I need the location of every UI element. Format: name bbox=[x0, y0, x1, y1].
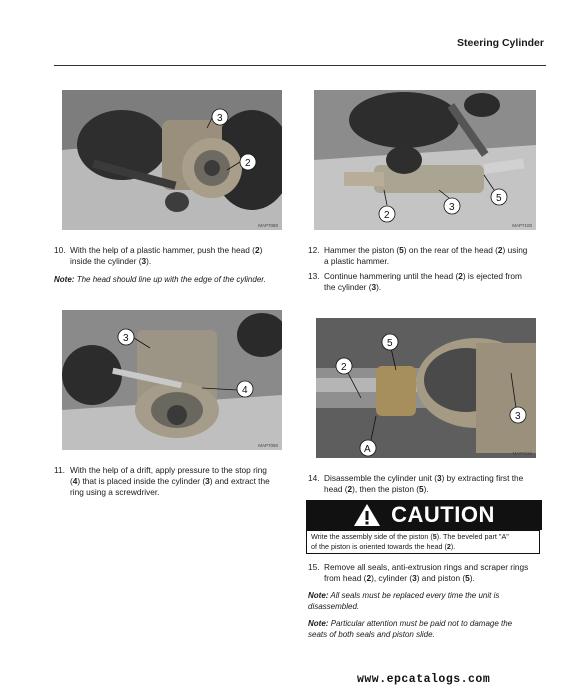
figure-3-callouts bbox=[62, 310, 282, 450]
step-11: 11. With the help of a drift, apply pressure to the stop ring (4) that is placed inside the cylinder (3) and extract the ring using a screwdriver. bbox=[54, 465, 270, 497]
step-13: 13. Continue hammering until the head (2) is ejected from the cylinder (3). bbox=[308, 271, 522, 292]
figure-3-callout-4: 4 bbox=[242, 385, 248, 396]
step-15: 15. Remove all seals, anti-extrusion rings and scraper rings from head (2), cylinder (3) and piston (5). bbox=[308, 562, 529, 583]
note-seats-damage: Note: Particular attention must be paid not to damage the seats of both seals and piston slide. bbox=[308, 619, 513, 639]
note-head-alignment: Note: The head should line up with the edge of the cylinder. bbox=[54, 275, 266, 284]
step-12: 12. Hammer the piston (5) on the rear of the head (2) using a plastic hammer. bbox=[308, 245, 528, 266]
figure-3-callout-3: 3 bbox=[123, 333, 129, 344]
warning-icon bbox=[353, 503, 381, 527]
step-10: 10. With the help of a plastic hammer, push the head (2) inside the cylinder (3). bbox=[54, 245, 263, 266]
figure-4-ref: MAP7110 bbox=[512, 451, 532, 456]
figure-1-ref: MAP7080 bbox=[258, 223, 278, 228]
figure-3-photo bbox=[62, 310, 282, 450]
figure-4-callouts bbox=[316, 318, 536, 458]
figure-1-callout-2: 2 bbox=[245, 158, 251, 169]
figure-2-callout-3: 3 bbox=[449, 202, 455, 213]
figure-2-callouts bbox=[314, 90, 536, 230]
note-seals-replace: Note: All seals must be replaced every time the unit is disassembled. bbox=[308, 591, 500, 611]
figure-3-ref: MAP7090 bbox=[258, 443, 278, 448]
step-14: 14. Disassemble the cylinder unit (3) by extracting first the head (2), then the piston (5). bbox=[308, 473, 524, 494]
figure-4-callout-5: 5 bbox=[387, 338, 393, 349]
caution-title: CAUTION bbox=[391, 502, 495, 527]
figure-4-photo bbox=[316, 318, 536, 458]
figure-1-callout-3: 3 bbox=[217, 113, 223, 124]
figure-1-callouts bbox=[62, 90, 282, 230]
figure-2-callout-5: 5 bbox=[496, 193, 502, 204]
caution-text: Write the assembly side of the piston (5). The beveled part "A" of the piston is oriented towards the head (2). bbox=[306, 530, 540, 554]
figure-1-photo bbox=[62, 90, 282, 230]
header-rule bbox=[54, 65, 546, 66]
figure-2-photo bbox=[314, 90, 536, 230]
caution-banner bbox=[306, 500, 542, 530]
figure-2-callout-2: 2 bbox=[384, 210, 390, 221]
figure-2-ref: MAP7100 bbox=[512, 223, 532, 228]
watermark-url[interactable]: www.epcatalogs.com bbox=[357, 673, 491, 686]
section-title: Steering Cylinder bbox=[457, 37, 544, 49]
figure-4-callout-2: 2 bbox=[341, 362, 347, 373]
figure-4-callout-a: A bbox=[364, 444, 371, 455]
figure-4-callout-3: 3 bbox=[515, 411, 521, 422]
